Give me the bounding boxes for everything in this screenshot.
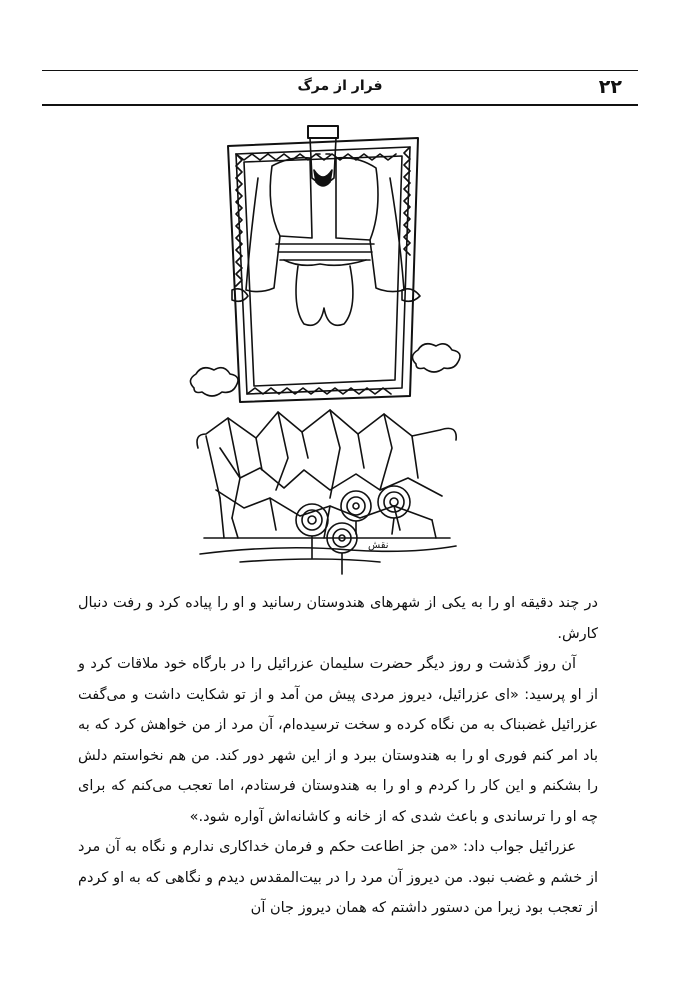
running-header: [42, 70, 638, 106]
header-rule: [42, 70, 638, 71]
flying-carpet-drawing: [190, 126, 460, 402]
illustration: [180, 118, 470, 580]
mountain-landscape-drawing: [197, 410, 456, 574]
page-number: ۲۲: [598, 76, 622, 98]
running-title: فرار از مرگ: [297, 78, 383, 94]
artist-signature: ﻧﻘﺶ: [368, 540, 389, 551]
body-text: [78, 588, 598, 924]
paragraph: آن روز گذشت و روز دیگر حضرت سلیمان عزرائیل را در بارگاه خود ملاقات کرد و از او پرسید: «ای عزرائیل، دیروز مردی پیش من آمد و از تو شکایت داشت و می‌گفت عزرائیل غضبناک به من نگاه کرده و سخت ترسیده‌ام، آن مرد از من خواهش کرد که به باد امر کنم فوری او را به هندوستان ببرد و از این شهر دور کند. من هم نخواستم دلش را بشکنم و این کار را کردم و او را به هندوستان فرستادم، اما تعجب می‌کنم که برای چه او را ترساندی و باعث شدی که از خانه و کاشانه‌اش آواره شود.»: [78, 656, 598, 825]
paragraph: در چند دقیقه او را به یکی از شهرهای هندوستان رسانید و او را پیاده کرد و رفت دنبال کارش.: [78, 595, 598, 642]
paragraph: عزرائیل جواب داد: «من جز اطاعت حکم و فرمان خداکاری ندارم و نگاه به آن مرد از خشم و غضب نبود. من دیروز آن مرد را در بیت‌المقدس دیدم و نگاهی که به او کردم از تعجب بود زیرا من دستور داشتم که همان دیروز جان آن: [78, 839, 598, 916]
